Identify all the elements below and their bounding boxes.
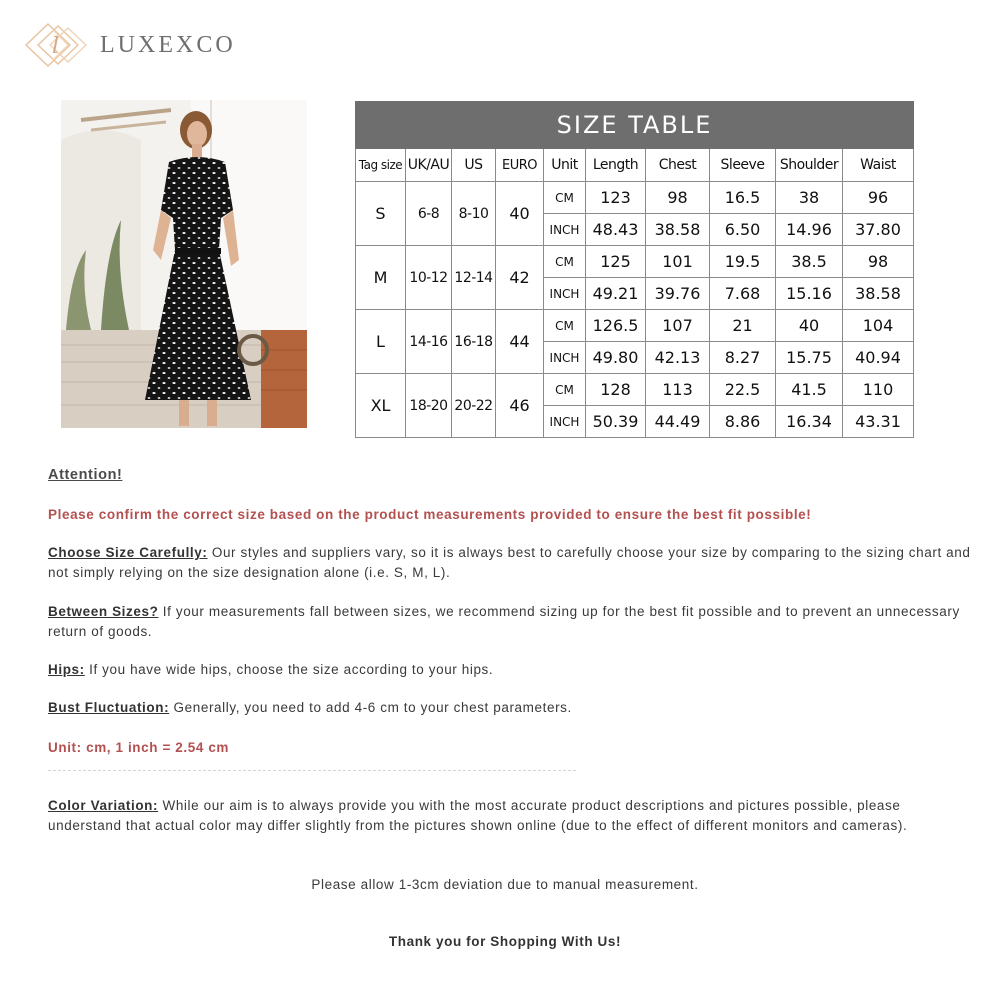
between-sizes-note [48,602,973,642]
sleeve-cell: 16.5 [710,182,776,214]
waist-cell: 96 [843,182,914,214]
hips-text: If you have wide hips, choose the size according to your hips. [84,662,494,677]
waist-cell: 110 [843,374,914,406]
us-size-cell: 20-22 [452,374,496,438]
uk-size-cell: 18-20 [406,374,452,438]
unit-cell: CM [544,310,586,342]
sleeve-cell: 8.86 [710,406,776,438]
length-cell: 126.5 [586,310,646,342]
shoulder-cell: 38 [776,182,843,214]
waist-cell: 37.80 [843,214,914,246]
color-variation-text: While our aim is to always provide you with the most accurate product descriptions and pictures possible, please understand that actual color may differ slightly from the pictures shown online (due to the effect of different monitors and cameras). [48,798,908,833]
choose-size-text: Our styles and suppliers vary, so it is always best to carefully choose your size by comparing to the sizing chart and not simply relying on the size designation alone (i.e. S, M, L). [48,545,971,580]
length-cell: 49.80 [586,342,646,374]
unit-cell: INCH [544,214,586,246]
brand-name: LUXEXCO [100,31,236,58]
column-header: US [452,149,496,182]
chest-cell: 101 [646,246,710,278]
length-cell: 49.21 [586,278,646,310]
shoulder-cell: 38.5 [776,246,843,278]
waist-cell: 38.58 [843,278,914,310]
divider [48,770,576,771]
sleeve-cell: 6.50 [710,214,776,246]
sleeve-cell: 21 [710,310,776,342]
length-cell: 48.43 [586,214,646,246]
waist-cell: 104 [843,310,914,342]
chest-cell: 38.58 [646,214,710,246]
waist-cell: 98 [843,246,914,278]
shoulder-cell: 41.5 [776,374,843,406]
sleeve-cell: 7.68 [710,278,776,310]
length-cell: 50.39 [586,406,646,438]
color-variation-label: Color Variation: [48,798,159,813]
shoulder-cell: 15.16 [776,278,843,310]
uk-size-cell: 14-16 [406,310,452,374]
waist-cell: 40.94 [843,342,914,374]
deviation-note: Please allow 1-3cm deviation due to manual measurement. [311,877,699,892]
waist-cell: 43.31 [843,406,914,438]
size-table-title: SIZE TABLE [356,102,914,149]
uk-size-cell: 10-12 [406,246,452,310]
hips-note [48,660,493,680]
chest-cell: 44.49 [646,406,710,438]
unit-cell: CM [544,246,586,278]
unit-cell: INCH [544,406,586,438]
between-sizes-text: If your measurements fall between sizes, we recommend sizing up for the best fit possible and to prevent an unnecessary return of goods. [48,604,960,639]
column-header: Length [586,149,646,182]
shoulder-cell: 40 [776,310,843,342]
bust-fluctuation-text: Generally, you need to add 4-6 cm to your chest parameters. [169,700,572,715]
length-cell: 123 [586,182,646,214]
shoulder-cell: 15.75 [776,342,843,374]
column-header: Waist [843,149,914,182]
tag-size-cell: S [356,182,406,246]
column-header: Sleeve [710,149,776,182]
column-header: Shoulder [776,149,843,182]
euro-size-cell: 40 [496,182,544,246]
unit-cell: CM [544,182,586,214]
shoulder-cell: 16.34 [776,406,843,438]
chest-cell: 113 [646,374,710,406]
unit-cell: CM [544,374,586,406]
tag-size-cell: M [356,246,406,310]
column-header: EURO [496,149,544,182]
between-sizes-label: Between Sizes? [48,604,159,619]
euro-size-cell: 42 [496,246,544,310]
confirm-size-note: Please confirm the correct size based on the product measurements provided to ensure the best fit possible! [48,507,812,522]
length-cell: 125 [586,246,646,278]
us-size-cell: 8-10 [452,182,496,246]
tag-size-cell: XL [356,374,406,438]
choose-size-label: Choose Size Carefully: [48,545,208,560]
euro-size-cell: 46 [496,374,544,438]
unit-cell: INCH [544,278,586,310]
column-header: Unit [544,149,586,182]
sleeve-cell: 8.27 [710,342,776,374]
bust-fluctuation-note [48,698,572,718]
unit-cell: INCH [544,342,586,374]
hips-label: Hips: [48,662,85,677]
length-cell: 128 [586,374,646,406]
us-size-cell: 16-18 [452,310,496,374]
thank-you-text: Thank you for Shopping With Us! [388,934,622,949]
column-header: UK/AU [406,149,452,182]
shoulder-cell: 14.96 [776,214,843,246]
euro-size-cell: 44 [496,310,544,374]
unit-note: Unit: cm, 1 inch = 2.54 cm [48,740,230,755]
svg-text:l: l [52,34,60,59]
us-size-cell: 12-14 [452,246,496,310]
chest-cell: 98 [646,182,710,214]
uk-size-cell: 6-8 [406,182,452,246]
chest-cell: 39.76 [646,278,710,310]
color-variation-note [48,796,973,836]
column-header: Tag size [356,149,406,182]
bust-fluctuation-label: Bust Fluctuation: [48,700,170,715]
choose-size-note [48,543,973,583]
attention-heading: Attention! [48,467,123,483]
column-header: Chest [646,149,710,182]
sleeve-cell: 22.5 [710,374,776,406]
sleeve-cell: 19.5 [710,246,776,278]
tag-size-cell: L [356,310,406,374]
chest-cell: 107 [646,310,710,342]
chest-cell: 42.13 [646,342,710,374]
